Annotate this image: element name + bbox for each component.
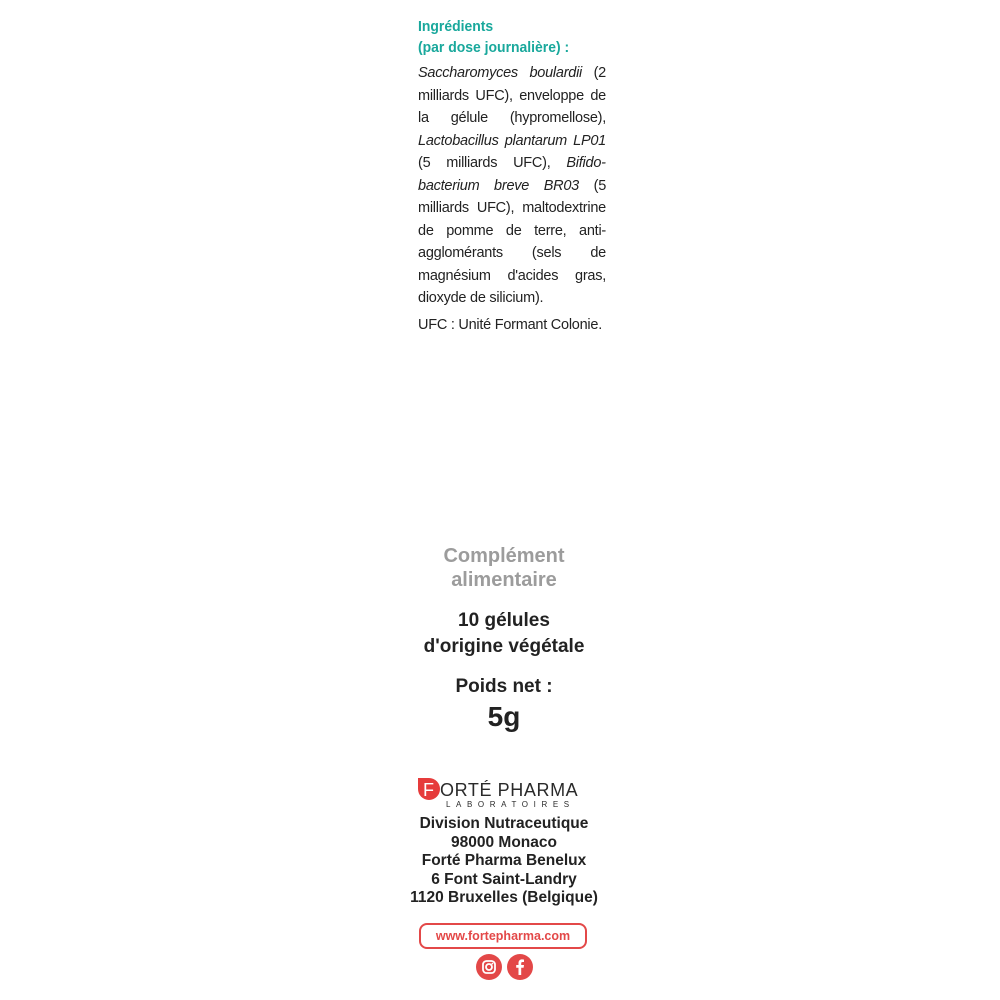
- product-info: [404, 544, 604, 734]
- facebook-icon[interactable]: [507, 954, 533, 980]
- ingredient-text: Bifidobacterium breve BR03: [418, 155, 606, 194]
- website-link[interactable]: www.fortepharma.com: [419, 923, 587, 949]
- net-weight-label: Poids net :: [455, 676, 553, 697]
- instagram-icon[interactable]: [476, 954, 502, 980]
- ingredient-text: Lactobacillus plantarum LP01: [418, 132, 606, 149]
- address-line: Forté Pharma Benelux: [421, 852, 587, 869]
- company-address: [404, 815, 604, 908]
- ingredients-title: Ingrédients (par dose journalière) :: [418, 18, 570, 56]
- net-weight-value: 5g: [487, 701, 521, 732]
- ingredients-list: [418, 62, 606, 310]
- forte-pharma-logo: [418, 778, 593, 812]
- address-line: Division Nutraceutique: [419, 815, 589, 832]
- logo-name: F ORTÉ PHARMA: [423, 780, 579, 800]
- social-links: [476, 954, 536, 980]
- address-line: 98000 Monaco: [451, 833, 557, 851]
- ingredient-text: Saccharomyces boulardii: [418, 65, 583, 81]
- ingredient-text: (2 milliards UFC), enveloppe de la gélule (hypromellose),: [418, 65, 606, 126]
- ufc-note: UFC : Unité Formant Colonie.: [418, 316, 602, 333]
- product-type: Complément alimentaire: [443, 545, 565, 591]
- ingredients-section: [418, 16, 606, 336]
- ingredient-text: (5 milliards UFC),: [418, 155, 567, 171]
- address-line: 6 Font Saint-Landry: [431, 870, 577, 888]
- address-line: 1120 Bruxelles (Belgique): [410, 889, 598, 906]
- capsule-count: 10 gélules d'origine végétale: [423, 610, 585, 657]
- ingredient-text: (5 milliards UFC), maltodextrine de pomme de terre, anti-agglomérants (sels de magnésium d'acides gras, dioxyde de silicium).: [418, 177, 607, 306]
- logo-subtitle: LABORATOIRES: [446, 800, 575, 809]
